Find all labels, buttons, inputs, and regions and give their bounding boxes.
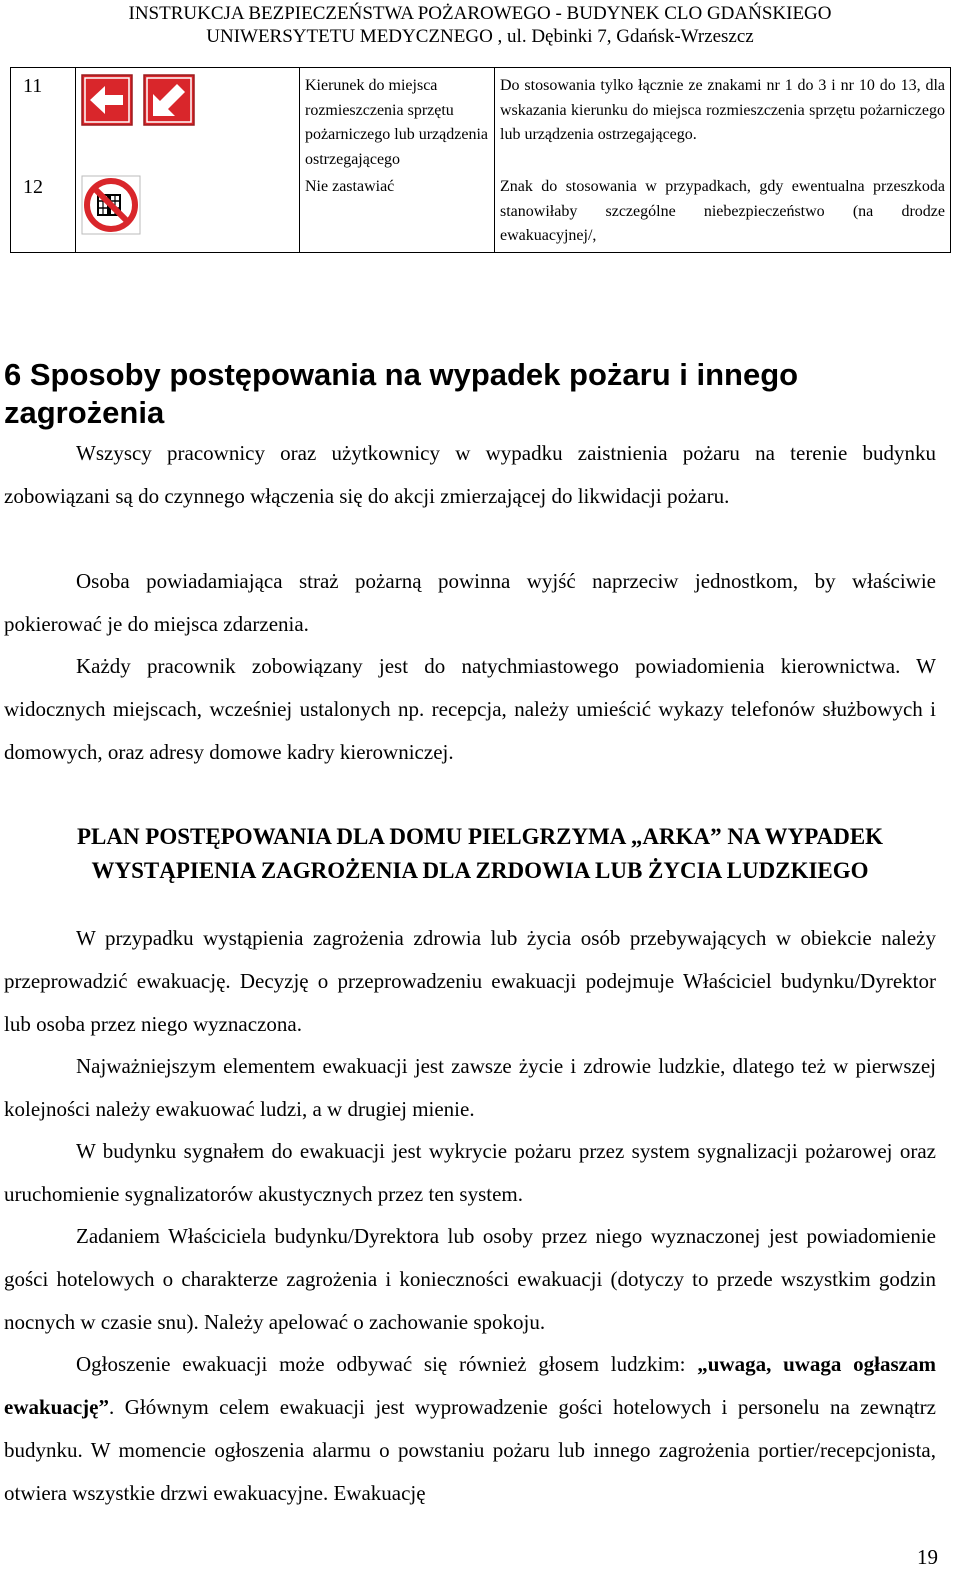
plan-title: [0, 820, 960, 888]
paragraph-text: Ogłoszenie ewakuacji może odbywać się również głosem ludzkim:: [76, 1352, 698, 1376]
plan-title-line-2: WYSTĄPIENIA ZAGROŻENIA DLA ZRDOWIA LUB ŻYCIA LUDZKIEGO: [91, 858, 869, 883]
table-row: [11, 175, 951, 252]
arrow-left-sign-icon: [81, 74, 133, 135]
plan-title-line-1: PLAN POSTĘPOWANIA DLA DOMU PIELGRZYMA „ARKA” NA WYPADEK: [76, 824, 884, 849]
paragraph: Zadaniem Właściciela budynku/Dyrektora lub osoby przez niego wyznaczonej jest powiadomienie gości hotelowych o charakterze zagrożenia i konieczności ewakuacji (dotyczy to przede wszystkim godzin nocnych w czasie snu). Należy apelować o zachowanie spokoju.: [4, 1224, 936, 1334]
table-row: [11, 68, 951, 176]
header-line-2: UNIWERSYTETU MEDYCZNEGO , ul. Dębinki 7, Gdańsk-Wrzeszcz: [206, 26, 754, 47]
document-header: [0, 2, 960, 48]
sign-images: [76, 68, 300, 176]
paragraph: [4, 1343, 936, 1515]
row-number: 11: [11, 68, 76, 176]
paragraph-text: . Głównym celem ewakuacji jest wyprowadzenie gości hotelowych i personelu na zewnątrz budynku. W momencie ogłoszenia alarmu o powstaniu pożaru lub innego zagrożenia portier/recepcjonista, otwiera wszystkie drzwi ewakuacyjne. Ewakuację: [4, 1395, 936, 1505]
arrow-down-left-sign-icon: [143, 74, 195, 135]
paragraph: Każdy pracownik zobowiązany jest do natychmiastowego powiadomienia kierownictwa. W widocznych miejscach, wcześniej ustalonych np. recepcja, należy umieścić wykazy telefonów służbowych i domowych, oraz adresy domowe kadry kierowniczej.: [4, 654, 936, 764]
sign-images: [76, 175, 300, 252]
sign-name: Nie zastawiać: [300, 175, 495, 252]
do-not-obstruct-sign-icon: [81, 175, 141, 244]
safety-signs-table: [10, 67, 951, 253]
paragraph: Najważniejszym elementem ewakuacji jest zawsze życie i zdrowie ludzkie, dlatego też w pierwszej kolejności należy ewakuować ludzi, a w drugiej mienie.: [4, 1054, 936, 1121]
paragraph: Osoba powiadamiająca straż pożarną powinna wyjść naprzeciw jednostkom, by właściwie pokierować je do miejsca zdarzenia.: [4, 569, 936, 636]
paragraph: W budynku sygnałem do ewakuacji jest wykrycie pożaru przez system sygnalizacji pożarowej oraz uruchomienie sygnalizatorów akustycznych przez ten system.: [4, 1139, 936, 1206]
sign-description: Do stosowania tylko łącznie ze znakami nr 1 do 3 i nr 10 do 13, dla wskazania kierunku do miejsca rozmieszczenia sprzętu pożarniczego lub urządzenia ostrzegającego.: [495, 68, 951, 176]
sign-name: Kierunek do miejsca rozmieszczenia sprzętu pożarniczego lub urządzenia ostrzegającego: [300, 68, 495, 176]
header-line-1: INSTRUKCJA BEZPIECZEŃSTWA POŻAROWEGO - BUDYNEK CLO GDAŃSKIEGO: [128, 3, 832, 24]
sign-description: Znak do stosowania w przypadkach, gdy ewentualna przeszkoda stanowiłaby szczególne niebezpieczeństwo (na drodze ewakuacyjnej/,: [495, 175, 951, 252]
announcement-quote: „uwaga, uwaga ogłaszam ewakuację”: [4, 1352, 936, 1419]
paragraph: W przypadku wystąpienia zagrożenia zdrowia lub życia osób przebywających w obiekcie należy przeprowadzić ewakuację. Decyzję o przeprowadzeniu ewakuacji podejmuje Właściciel budynku/Dyrektor lub osoba przez niego wyznaczona.: [4, 926, 936, 1036]
paragraph: Wszyscy pracownicy oraz użytkownicy w wypadku zaistnienia pożaru na terenie budynku zobowiązani są do czynnego włączenia się do akcji zmierzającej do likwidacji pożaru.: [4, 441, 936, 508]
section-heading: 6 Sposoby postępowania na wypadek pożaru i innego zagrożenia: [4, 357, 799, 430]
row-number: 12: [11, 175, 76, 252]
page-number: 19: [917, 1545, 938, 1569]
